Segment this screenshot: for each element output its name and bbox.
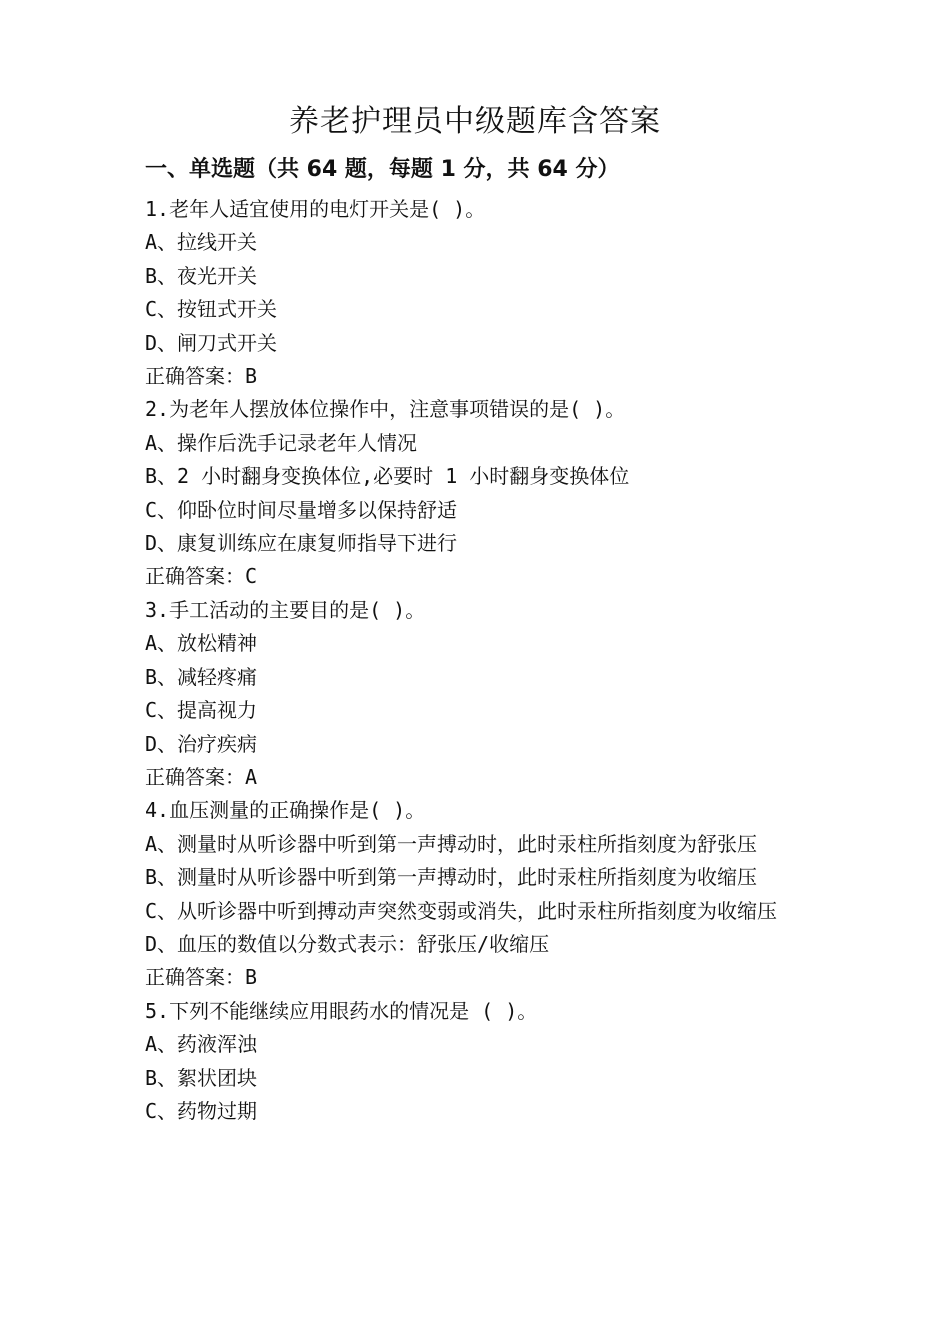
option-a: A、拉线开关 bbox=[145, 230, 258, 255]
document-title: 养老护理员中级题库含答案 bbox=[289, 104, 661, 139]
option-c: C、从听诊器中听到搏动声突然变弱或消失，此时汞柱所指刻度为收缩压 bbox=[145, 898, 778, 923]
option-c: C、仰卧位时间尽量增多以保持舒适 bbox=[145, 497, 458, 522]
option-d: D、血压的数值以分数式表示：舒张压/收缩压 bbox=[145, 931, 550, 956]
answer-line: 正确答案：B bbox=[145, 965, 258, 990]
option-c: C、药物过期 bbox=[145, 1098, 258, 1123]
option-c: C、提高视力 bbox=[145, 698, 258, 723]
option-b: B、2 小时翻身变换体位,必要时 1 小时翻身变换体位 bbox=[145, 464, 630, 489]
answer-line: 正确答案：A bbox=[145, 764, 258, 789]
option-b: B、絮状团块 bbox=[145, 1065, 258, 1090]
answer-line: 正确答案：B bbox=[145, 364, 258, 389]
option-a: A、放松精神 bbox=[145, 631, 258, 656]
option-a: A、药液浑浊 bbox=[145, 1032, 258, 1057]
option-d: D、康复训练应在康复师指导下进行 bbox=[145, 531, 458, 556]
question-stem: 2.为老年人摆放体位操作中，注意事项错误的是( )。 bbox=[145, 397, 626, 422]
question-stem: 3.手工活动的主要目的是( )。 bbox=[145, 597, 426, 622]
section-heading: 一、单选题（共 64 题，每题 1 分，共 64 分） bbox=[145, 157, 620, 182]
question-stem: 5.下列不能继续应用眼药水的情况是 ( )。 bbox=[145, 998, 538, 1023]
question-stem: 1.老年人适宜使用的电灯开关是( )。 bbox=[145, 197, 486, 221]
option-a: A、操作后洗手记录老年人情况 bbox=[145, 430, 418, 455]
option-d: D、闸刀式开关 bbox=[145, 330, 278, 355]
option-a: A、测量时从听诊器中听到第一声搏动时，此时汞柱所指刻度为舒张压 bbox=[145, 831, 758, 856]
question-list bbox=[145, 193, 815, 1128]
answer-line: 正确答案：C bbox=[145, 564, 258, 589]
option-b: B、减轻疼痛 bbox=[145, 664, 258, 689]
option-c: C、按钮式开关 bbox=[145, 297, 278, 322]
option-b: B、夜光开关 bbox=[145, 263, 258, 288]
option-b: B、测量时从听诊器中听到第一声搏动时，此时汞柱所指刻度为收缩压 bbox=[145, 865, 758, 890]
question-stem: 4.血压测量的正确操作是( )。 bbox=[145, 798, 426, 823]
option-d: D、治疗疾病 bbox=[145, 731, 258, 756]
